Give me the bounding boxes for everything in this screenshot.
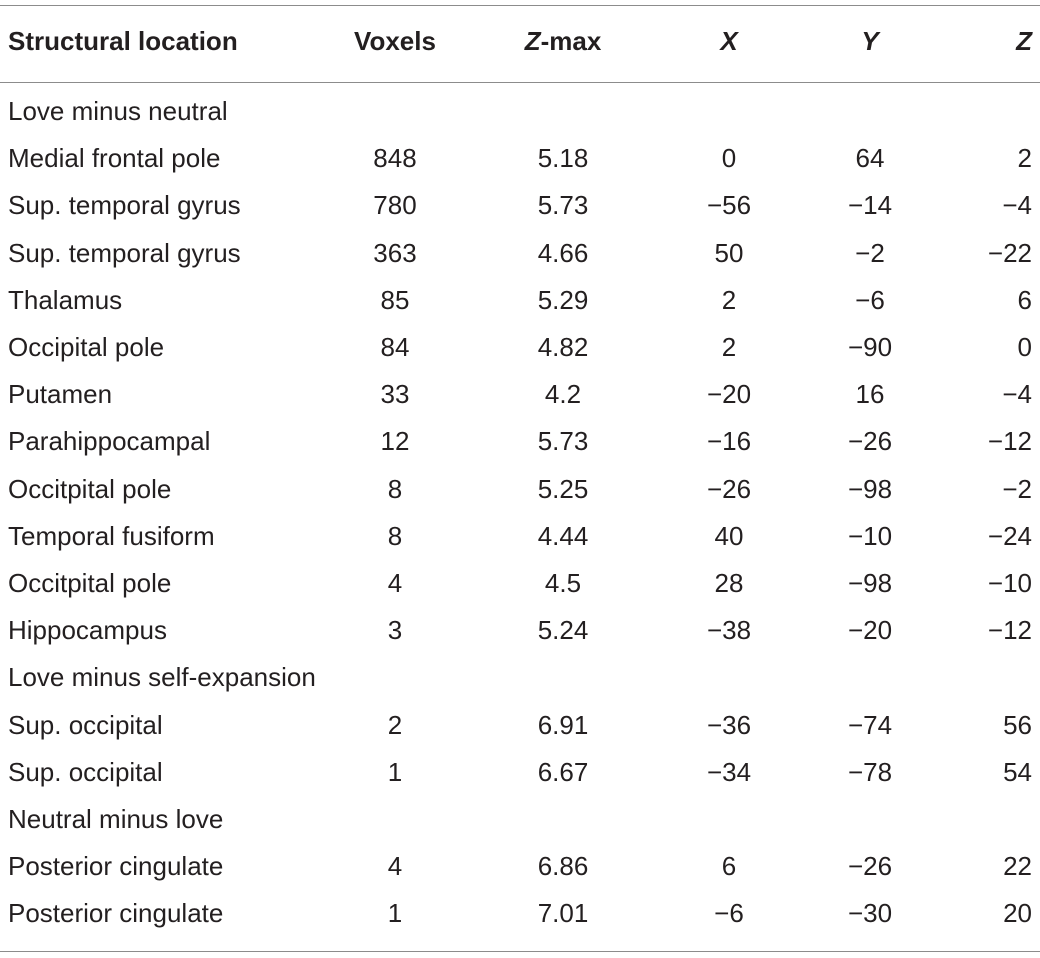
table-row bbox=[0, 843, 1040, 890]
table-row bbox=[0, 560, 1040, 607]
cell-zmax: 5.24 bbox=[537, 615, 589, 646]
cell-z: −22 bbox=[987, 237, 1032, 268]
cell-zmax: 5.29 bbox=[537, 284, 589, 315]
cell-zmax: 4.5 bbox=[544, 567, 582, 598]
cell-zmax: 4.82 bbox=[537, 332, 589, 363]
cell-z: −2 bbox=[1002, 473, 1032, 504]
cell-zmax: 5.73 bbox=[537, 190, 589, 221]
cell-x: 40 bbox=[714, 520, 744, 551]
bottom-rule bbox=[0, 951, 1040, 952]
cell-x: −36 bbox=[706, 709, 752, 740]
table-row bbox=[0, 230, 1040, 277]
cell-zmax: 6.67 bbox=[537, 756, 589, 787]
results-table bbox=[0, 17, 1040, 937]
cell-voxels: 8 bbox=[387, 520, 403, 551]
table-row bbox=[0, 371, 1040, 418]
cell-z: −4 bbox=[1002, 190, 1032, 221]
cell-location: Sup. occipital bbox=[8, 709, 163, 740]
table-header bbox=[0, 17, 1040, 66]
cell-voxels: 85 bbox=[380, 284, 410, 315]
cell-z: 56 bbox=[1003, 709, 1032, 740]
cell-location: Sup. temporal gyrus bbox=[8, 190, 241, 221]
cell-location: Occitpital pole bbox=[8, 567, 172, 598]
cell-voxels: 848 bbox=[373, 143, 417, 174]
header-row bbox=[0, 17, 1040, 66]
cell-voxels: 3 bbox=[387, 615, 403, 646]
cell-z: 20 bbox=[1003, 898, 1032, 929]
table-row bbox=[0, 182, 1040, 229]
cell-z: −10 bbox=[987, 567, 1032, 598]
cell-voxels: 1 bbox=[387, 756, 403, 787]
cell-z: −24 bbox=[987, 520, 1032, 551]
cell-x: 6 bbox=[721, 851, 737, 882]
cell-x: −38 bbox=[706, 615, 752, 646]
header-spacer-row bbox=[0, 66, 1040, 88]
cell-x: −34 bbox=[706, 756, 752, 787]
cell-voxels: 4 bbox=[387, 851, 403, 882]
cell-y: −10 bbox=[847, 520, 893, 551]
table-body bbox=[0, 66, 1040, 937]
header-zmax-suffix: -max bbox=[540, 26, 602, 56]
header-y bbox=[792, 17, 948, 66]
cell-zmax: 6.86 bbox=[537, 851, 589, 882]
cell-x: −16 bbox=[706, 426, 752, 457]
cell-y: −74 bbox=[847, 709, 893, 740]
cell-z: −4 bbox=[1002, 379, 1032, 410]
cell-zmax: 5.18 bbox=[537, 143, 589, 174]
header-zmax-symbol: Z bbox=[524, 26, 541, 56]
cell-z: 6 bbox=[1017, 284, 1032, 315]
cell-y: −26 bbox=[847, 851, 893, 882]
header-x-label: X bbox=[720, 26, 738, 56]
top-rule bbox=[0, 5, 1040, 6]
table-row bbox=[0, 466, 1040, 513]
cell-location: Occipital pole bbox=[8, 332, 165, 363]
cell-z: 2 bbox=[1017, 143, 1032, 174]
cell-z: 0 bbox=[1017, 332, 1032, 363]
cell-voxels: 4 bbox=[387, 567, 403, 598]
cell-zmax: 6.91 bbox=[537, 709, 589, 740]
cell-x: 0 bbox=[721, 143, 737, 174]
header-z bbox=[948, 17, 1040, 66]
cell-z: −12 bbox=[987, 426, 1032, 457]
cell-y: −20 bbox=[847, 615, 893, 646]
cell-zmax: 5.25 bbox=[537, 473, 589, 504]
table-row bbox=[0, 513, 1040, 560]
table-row bbox=[0, 277, 1040, 324]
cell-x: 2 bbox=[721, 332, 737, 363]
table-row bbox=[0, 135, 1040, 182]
cell-voxels: 12 bbox=[380, 426, 410, 457]
group-header-row bbox=[0, 88, 1040, 135]
cell-z: −12 bbox=[987, 615, 1032, 646]
header-z-label: Z bbox=[1016, 26, 1032, 56]
header-zmax bbox=[460, 17, 666, 66]
cell-z: 22 bbox=[1003, 851, 1032, 882]
cell-voxels: 1 bbox=[387, 898, 403, 929]
cell-location: Temporal fusiform bbox=[8, 520, 215, 551]
group-title: Neutral minus love bbox=[8, 803, 224, 834]
table-row bbox=[0, 324, 1040, 371]
cell-location: Thalamus bbox=[8, 284, 123, 315]
cell-voxels: 363 bbox=[373, 237, 417, 268]
header-y-label: Y bbox=[861, 26, 879, 56]
cell-y: 64 bbox=[855, 143, 885, 174]
cell-y: −90 bbox=[847, 332, 893, 363]
table-row bbox=[0, 749, 1040, 796]
cell-x: −6 bbox=[714, 898, 744, 929]
group-title: Love minus self-expansion bbox=[8, 662, 316, 693]
header-voxels: Voxels bbox=[354, 26, 436, 56]
cell-location: Putamen bbox=[8, 379, 113, 410]
table-row bbox=[0, 890, 1040, 937]
group-header-row bbox=[0, 796, 1040, 843]
table-row bbox=[0, 418, 1040, 465]
cell-voxels: 2 bbox=[387, 709, 403, 740]
cell-y: −2 bbox=[855, 237, 885, 268]
cell-location: Sup. temporal gyrus bbox=[8, 237, 241, 268]
cell-y: −14 bbox=[847, 190, 893, 221]
cell-voxels: 8 bbox=[387, 473, 403, 504]
cell-location: Posterior cingulate bbox=[8, 851, 224, 882]
cell-location: Sup. occipital bbox=[8, 756, 163, 787]
cell-zmax: 4.2 bbox=[544, 379, 582, 410]
cell-location: Medial frontal pole bbox=[8, 143, 221, 174]
cell-y: −98 bbox=[847, 473, 893, 504]
cell-location: Hippocampus bbox=[8, 615, 167, 646]
cell-zmax: 4.66 bbox=[537, 237, 589, 268]
cell-y: −98 bbox=[847, 567, 893, 598]
cell-zmax: 7.01 bbox=[537, 898, 589, 929]
cell-y: −26 bbox=[847, 426, 893, 457]
header-x bbox=[666, 17, 792, 66]
header-structural-location: Structural location bbox=[8, 26, 238, 56]
table-row bbox=[0, 607, 1040, 654]
cell-voxels: 84 bbox=[380, 332, 410, 363]
cell-voxels: 780 bbox=[373, 190, 417, 221]
cell-x: −26 bbox=[706, 473, 752, 504]
cell-zmax: 4.44 bbox=[537, 520, 589, 551]
cell-y: 16 bbox=[855, 379, 885, 410]
cell-x: 50 bbox=[714, 237, 744, 268]
cell-voxels: 33 bbox=[380, 379, 410, 410]
cell-y: −30 bbox=[847, 898, 893, 929]
cell-x: 28 bbox=[714, 567, 744, 598]
cell-location: Occitpital pole bbox=[8, 473, 172, 504]
header-spacer-cell bbox=[0, 66, 1040, 88]
table-row bbox=[0, 701, 1040, 748]
group-header-row bbox=[0, 654, 1040, 701]
cell-x: −20 bbox=[706, 379, 752, 410]
cell-y: −78 bbox=[847, 756, 893, 787]
cell-zmax: 5.73 bbox=[537, 426, 589, 457]
cell-z: 54 bbox=[1003, 756, 1032, 787]
group-title: Love minus neutral bbox=[8, 96, 228, 127]
cell-location: Posterior cingulate bbox=[8, 898, 224, 929]
cell-location: Parahippocampal bbox=[8, 426, 211, 457]
cell-x: −56 bbox=[706, 190, 752, 221]
cell-y: −6 bbox=[855, 284, 885, 315]
cell-x: 2 bbox=[721, 284, 737, 315]
